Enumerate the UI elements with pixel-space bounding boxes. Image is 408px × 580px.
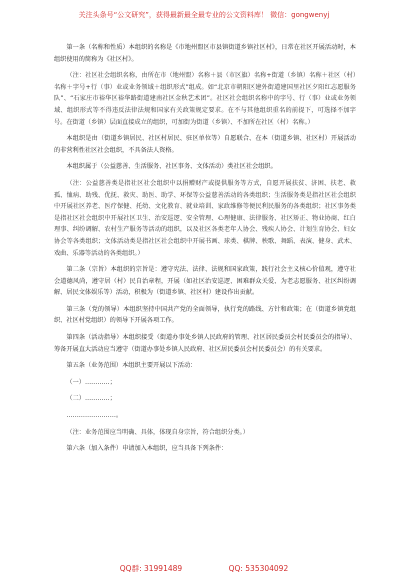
article-5-ellipsis: ……………………。 [66,412,123,420]
article-4: 第四条（活动指导）本组织接受（街道办事处乡镇人民政府的管理、社区居民委员会村民委员会的指导）、筹备开展直大活动应当遵守（街道办事处乡镇人民政府、社区居民委员会村民委员会）的有关要求。 [54,334,356,353]
article-5-note: （注：业务范围应当明确、具体，体现自身宗旨，符合组织分类。） [66,428,249,436]
article-1-nature: 本组织是由（街道乡镇居民、社区村居民、驻区单位等）自愿联合、在本（街道乡镇、社区村）开展活动的非营利性社区社会组织，不具备法人资格。 [54,135,356,154]
article-1: 第一条（名称和性质）本组织的名称是《市地州盟区市县镇街道乡镇社区村》，日常在社区开展活动时，本组织使用的简称为《社区村》。 [54,44,356,63]
article-1-type: 本组织属于（公益慈善、生活服务、社区事务、文体活动）类社区社会组织。 [66,163,277,171]
article-1-type-note: （注：公益慈善类是指社区社会组织中以捐赠财产或提供服务等方式，自愿开展扶贫、济困、扶老、救孤、恤病、助残、优抚、救灾、助医、助学、环保等公益慈善活动的各类组织；生活服务类是指社区社会组织中开展社区养老、医疗保健、托幼、文化教育、就业培训、家政维修等便民利民服务的各类组织；社区事务类是指社区社会组织中开展社区卫生、治安巡逻、安全管理、心理健康、法律服务、社区矫正、物业协商、红白理事、纠纷调解、农村生产服务等活动的组织，以及社区各类老年人协会、残疾人协会、计划生育协会、妇女协会等各类组织；文体活动类是指社区社会组织中开展书画、球类、棋牌、秧歌、舞蹈、表演、健身、武术、戏曲、乐器等活动的各类组织。） [54,179,356,257]
footer-qq-group: QQ群: 31991489 [119,564,183,573]
article-1-note: （注：社区社会组织名称，由所在市（地州盟）名称＋县（市区旗）名称+街道（乡镇）名称＋社区（村）名称＋字号+行（事）业或业务领域＋组织形式”组成。如“北京市朝阳区建外街道建国里社区夕阳红志愿服务队”、“石家庄市裕华区裕华路街道建南社区金秋艺术团”。社区社会组织名称中的字号、行（事）业或业务领域、组织形式等不得违反法律法规和国家有关政策规定要求。在不与其他组织重名的前提下，可选择不加字号。在街道（乡镇）层面直接成立的组织，可加街为街道（乡镇）、不加所在社区（村）名称。） [54,72,356,126]
article-2: 第二条（宗旨）本组织的宗旨是：遵守宪法、法律、法规和国家政策，践行社会主义核心价值观，遵守社会道德风尚，遵守居（村）民自治章程，开展（如社区治安巡逻、困难群众关爱、为老志愿服务、社区纠纷调解、居民文体娱乐等）活动，积极为（街道乡镇、社区村）建设作出贡献。 [54,266,356,297]
footer-contact [0,563,408,574]
article-5-item-1: （一）…………； [66,378,116,386]
article-6: 第六条（加入条件）申请加入本组织，应当具备下列条件： [66,445,228,453]
footer-qq: QQ: 535304092 [228,564,289,573]
header-banner: 关注头条号“公文研究”，获得最新最全最专业的公文资料库！ 微信：gongwenyj [78,11,330,19]
article-3: 第三条（党的领导）本组织坚持中国共产党的全面领导，执行党的路线、方针和政策；在（街道乡镇党组织、社区村党组织）的领导下开展各项工作。 [54,305,356,325]
article-5-item-2: （二）…………； [66,395,116,403]
article-5: 第五条（业务范围）本组织主要开展以下活动： [66,362,197,370]
document-body [54,42,356,460]
